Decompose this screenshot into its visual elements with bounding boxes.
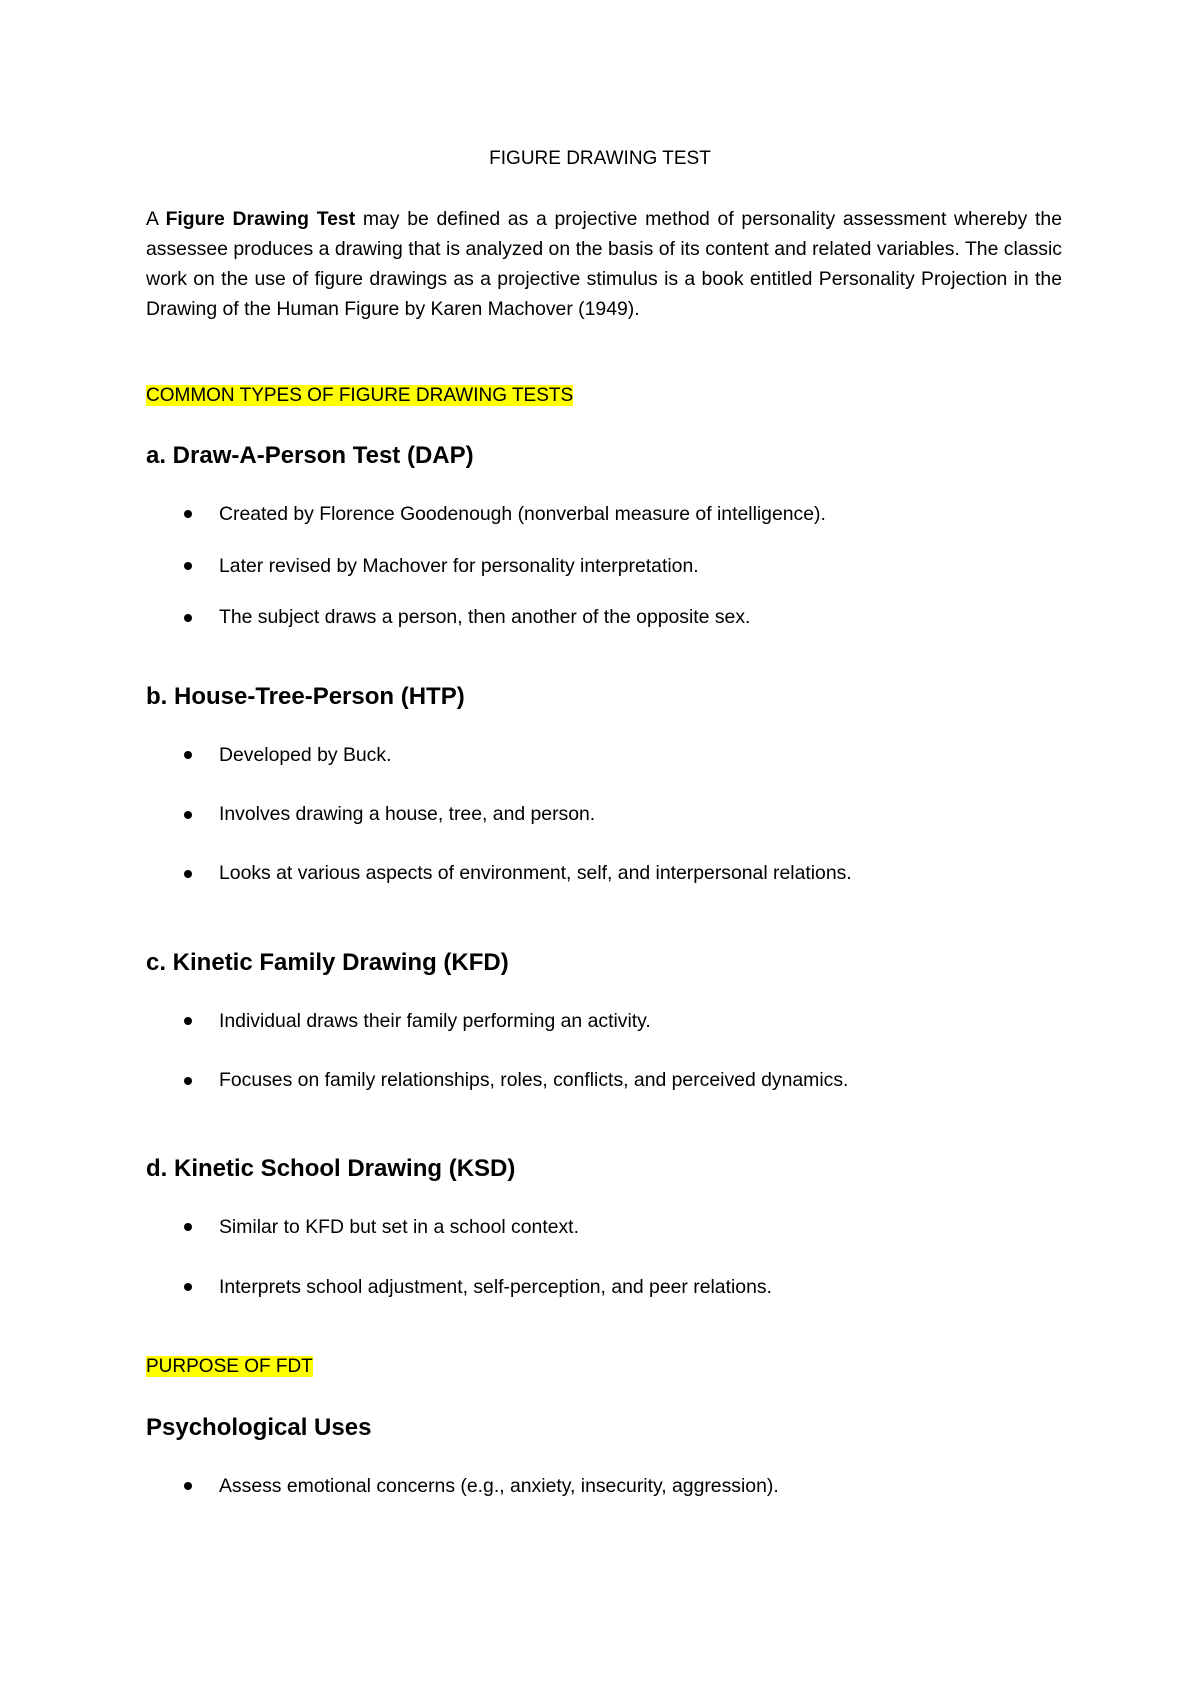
list-item: Developed by Buck.	[219, 744, 392, 766]
bullet-dot-icon	[184, 870, 192, 878]
highlight-text: COMMON TYPES OF FIGURE DRAWING TESTS	[146, 385, 574, 406]
list-item: Involves drawing a house, tree, and person.	[219, 803, 596, 825]
bullet-dot-icon	[184, 751, 192, 759]
list-item: Individual draws their family performing an activity.	[219, 1010, 651, 1032]
intro-prefix: A	[146, 208, 166, 230]
heading-htp: b. House-Tree-Person (HTP)	[146, 683, 465, 710]
section-highlight-purpose	[146, 1355, 313, 1379]
document-title: FIGURE DRAWING TEST	[489, 148, 711, 169]
section-highlight-common-types	[146, 384, 573, 408]
list-item: Similar to KFD but set in a school context.	[219, 1216, 579, 1238]
heading-dap: a. Draw-A-Person Test (DAP)	[146, 442, 474, 469]
list-item: Assess emotional concerns (e.g., anxiety, insecurity, aggression).	[219, 1475, 779, 1497]
intro-text: may be defined as a projective method of personality assessment whereby the assessee produces a drawing that is analyzed on the basis of its content and related variables. The classic work on the use of figure drawings as a projective stimulus is a book entitled Personality Projection in the Drawing of the Human Figure by Karen Machover (1949).	[146, 208, 1063, 320]
bullet-dot-icon	[184, 510, 192, 518]
bullet-dot-icon	[184, 811, 192, 819]
bullet-dot-icon	[184, 1017, 192, 1025]
bullet-dot-icon	[184, 1482, 192, 1490]
bullet-dot-icon	[184, 1077, 192, 1085]
bullet-dot-icon	[184, 1223, 192, 1231]
list-item: Created by Florence Goodenough (nonverbal measure of intelligence).	[219, 503, 826, 525]
list-item: Looks at various aspects of environment, self, and interpersonal relations.	[219, 862, 852, 884]
highlight-text: PURPOSE OF FDT	[146, 1356, 313, 1377]
heading-psychological-uses: Psychological Uses	[146, 1414, 372, 1441]
heading-ksd: d. Kinetic School Drawing (KSD)	[146, 1155, 516, 1182]
intro-paragraph	[146, 204, 1062, 324]
bullet-dot-icon	[184, 1283, 192, 1291]
list-item: Focuses on family relationships, roles, conflicts, and perceived dynamics.	[219, 1069, 849, 1091]
intro-term: Figure Drawing Test	[165, 208, 356, 230]
list-item: The subject draws a person, then another of the opposite sex.	[219, 606, 751, 628]
list-item: Later revised by Machover for personality interpretation.	[219, 555, 699, 577]
bullet-dot-icon	[184, 562, 192, 570]
list-item: Interprets school adjustment, self-perception, and peer relations.	[219, 1276, 772, 1298]
heading-kfd: c. Kinetic Family Drawing (KFD)	[146, 949, 509, 976]
bullet-dot-icon	[184, 614, 192, 622]
